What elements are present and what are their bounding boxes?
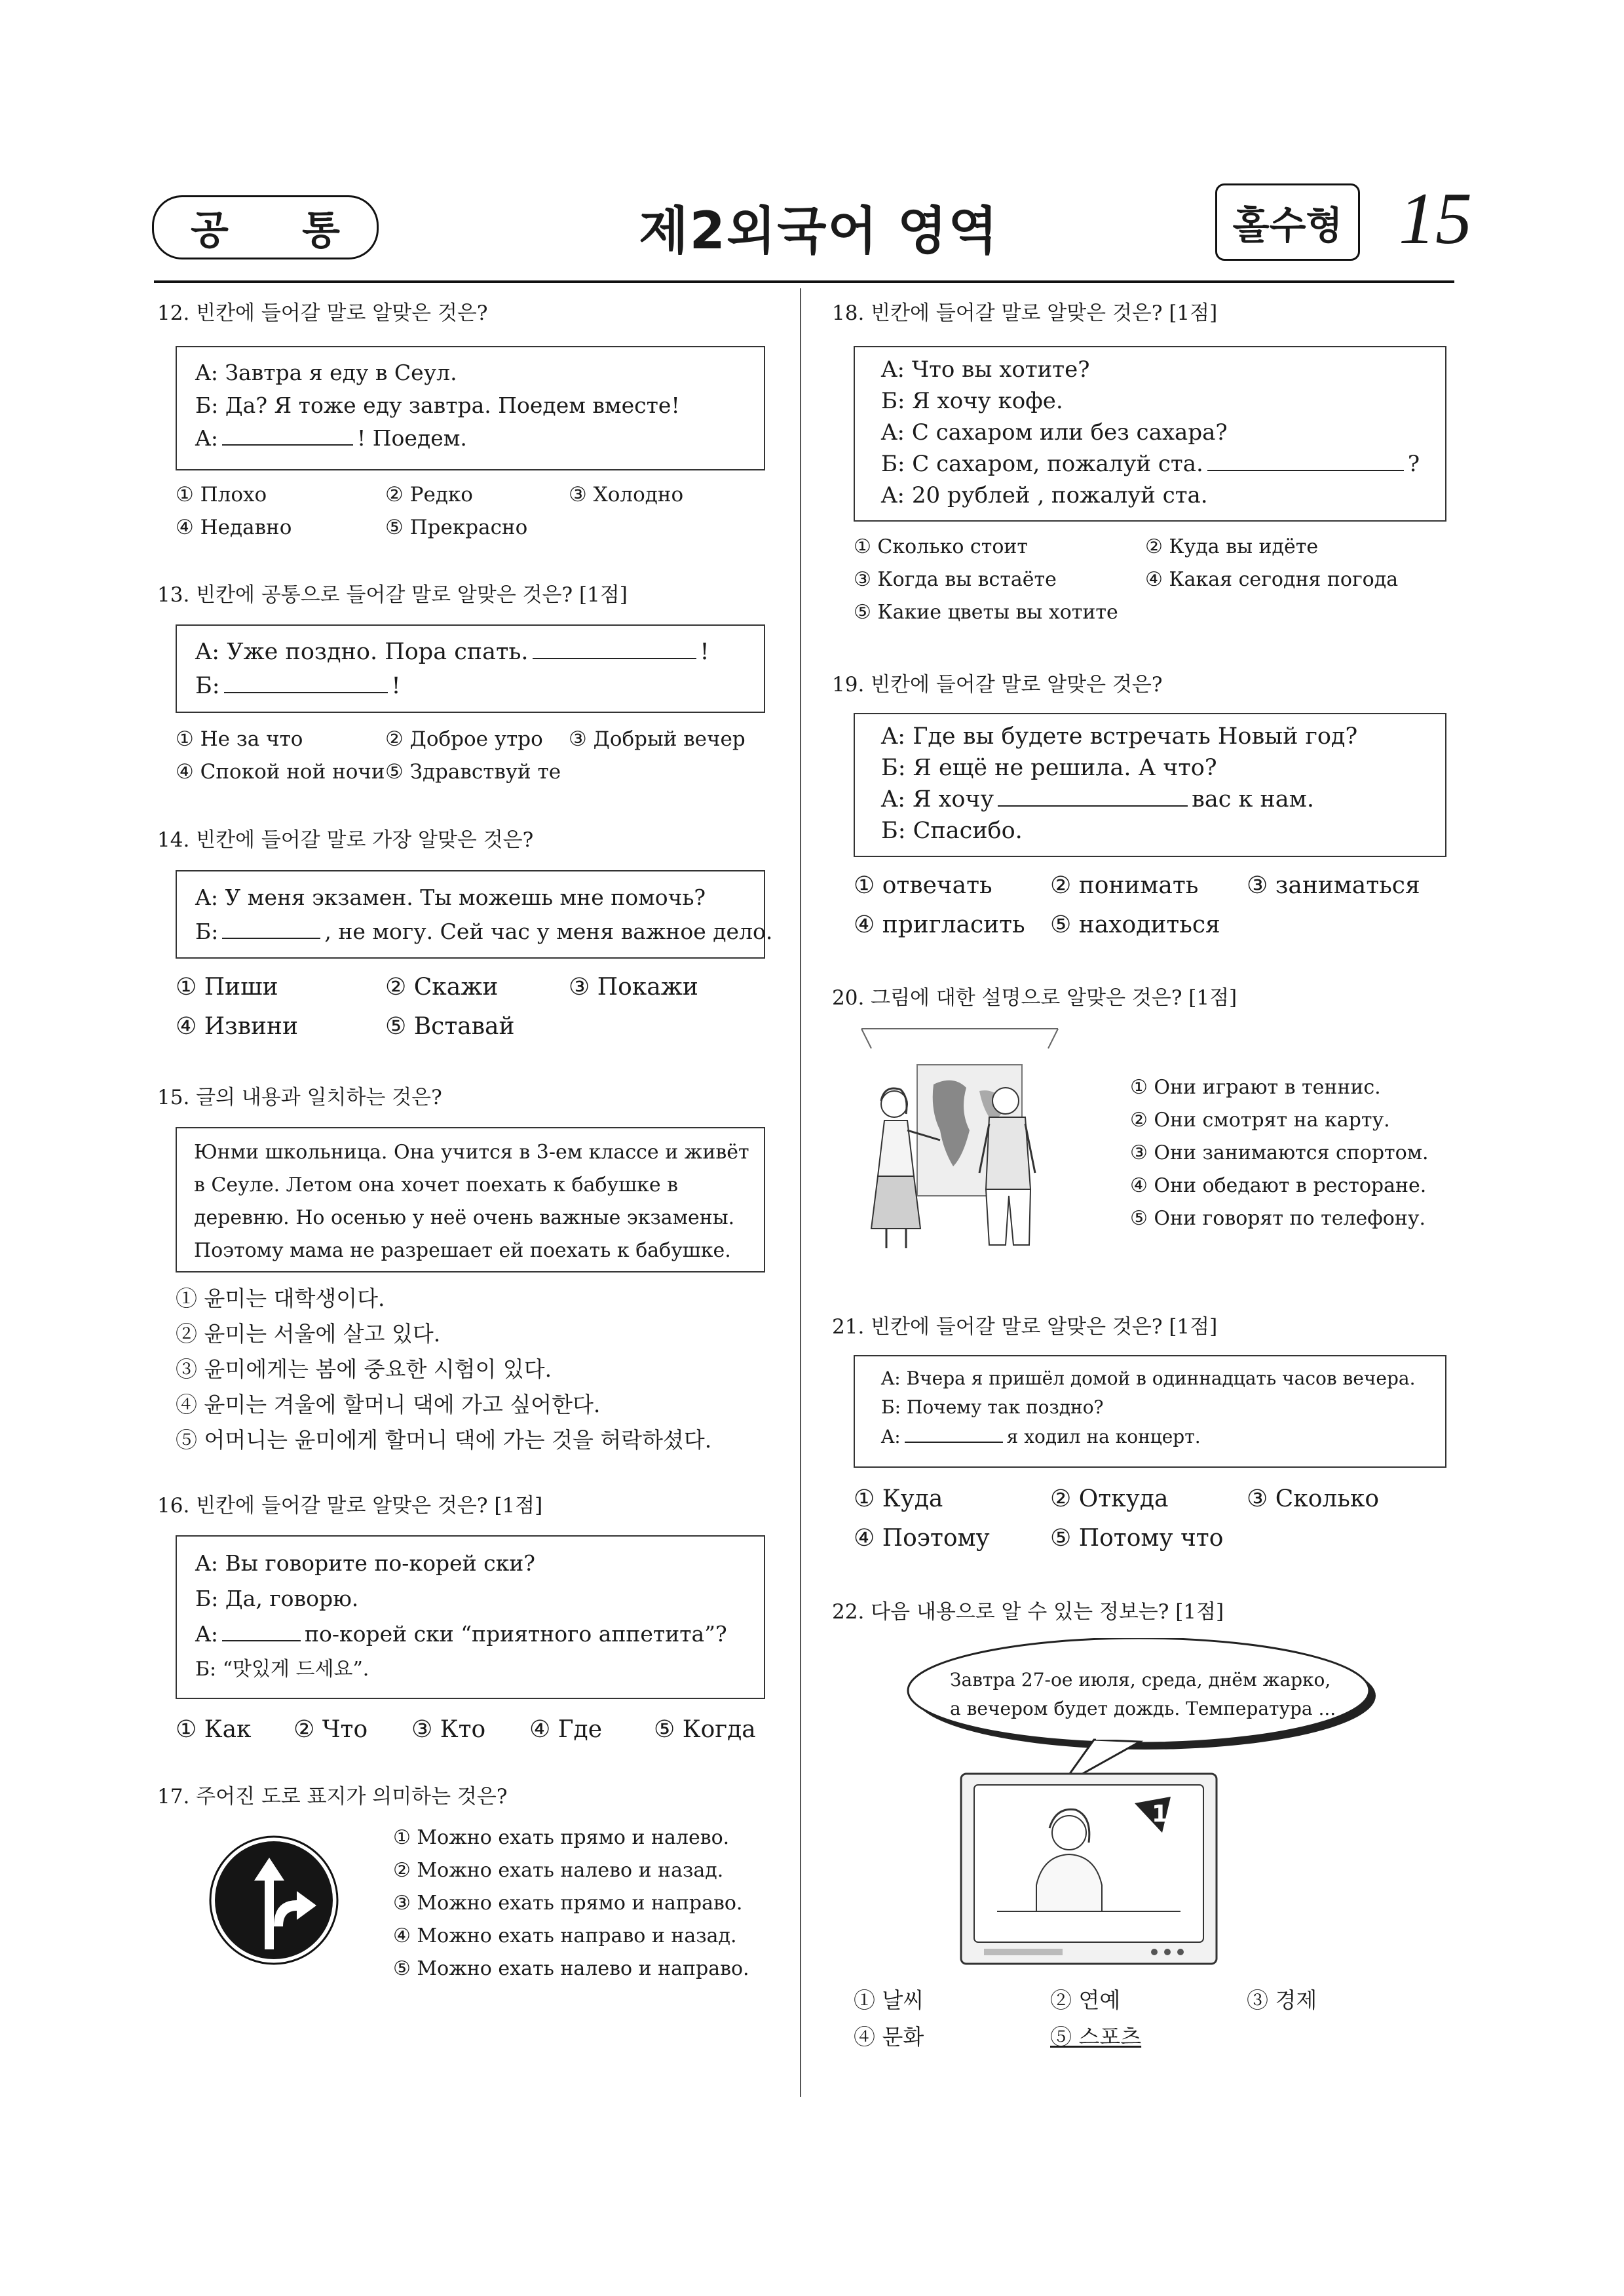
q12-dialogue (176, 346, 765, 470)
q21-option[interactable]: ④ Поэтому (854, 1525, 990, 1552)
q12-line: A: Завтра я еду в Сеул. (195, 360, 457, 385)
q17-option[interactable]: ③ Можно ехать прямо и направо. (393, 1892, 743, 1915)
q15-option[interactable]: ⑤ 어머니는 윤미에게 할머니 댁에 가는 것을 허락하셨다. (176, 1427, 712, 1453)
q12-options (176, 478, 765, 550)
q14-line: , не могу. Сей час у меня важное дело. (324, 919, 773, 944)
q14-option[interactable]: ② Скажи (385, 974, 499, 1001)
q15-option[interactable]: ④ 윤미는 겨울에 할머니 댁에 가고 싶어한다. (176, 1392, 601, 1417)
q16-line: Б: “맛있게 드세요”. (195, 1658, 369, 1681)
q14-line: Б: (195, 919, 219, 944)
q16-blank (222, 1620, 301, 1641)
q20-option[interactable]: ② Они смотрят на карту. (1130, 1109, 1390, 1132)
q21-line: A: (881, 1426, 901, 1447)
q16-dialogue (176, 1535, 765, 1699)
section-pill (152, 195, 379, 259)
bubble-line: а вечером будет дождь. Температура ... (950, 1698, 1336, 1719)
q14-option[interactable]: ④ Извини (176, 1013, 298, 1040)
q19-options (854, 866, 1446, 948)
q13-line: Б: (195, 673, 220, 699)
q14-stem: 14. 빈칸에 들어갈 말로 가장 알맞은 것은? (157, 828, 534, 852)
q16-options (176, 1710, 778, 1750)
q19-line: вас к нам. (1192, 786, 1314, 813)
q16-line: Б: Да, говорю. (195, 1586, 359, 1611)
q20-option[interactable]: ④ Они обедают в ресторане. (1130, 1174, 1427, 1197)
q15-passage-line: Поэтому мама не разрешает ей поехать к бабушке. (194, 1239, 731, 1262)
q21-line: A: Вчера я пришёл домой в одиннадцать часов вечера. (881, 1368, 1416, 1389)
q22-options (854, 1982, 1446, 2061)
q12-stem: 12. 빈칸에 들어갈 말로 알맞은 것은? (157, 301, 488, 325)
q13-line: A: Уже поздно. Пора спать. (195, 639, 529, 665)
q22-option[interactable]: ② 연예 (1050, 1987, 1121, 2013)
q22-option[interactable]: ④ 문화 (854, 2024, 924, 2050)
q18-line: Б: Я хочу кофе. (881, 388, 1063, 414)
q17-option[interactable]: ⑤ Можно ехать налево и направо. (393, 1957, 749, 1980)
q21-blank (905, 1422, 1003, 1443)
q18-option[interactable]: ① Сколько стоит (854, 535, 1028, 558)
q21-option[interactable]: ⑤ Потому что (1050, 1525, 1224, 1552)
q18-option[interactable]: ② Куда вы идёте (1145, 535, 1319, 558)
q16-line: A: (195, 1621, 218, 1647)
q19-line: A: Где вы будете встречать Новый год? (881, 723, 1358, 750)
q15-option[interactable]: ① 윤미는 대학생이다. (176, 1286, 385, 1311)
q18-options (854, 531, 1446, 629)
q16-option[interactable]: ③ Кто (411, 1716, 486, 1743)
q18-line: Б: С сахаром, пожалуй ста. (881, 451, 1203, 477)
q13-blank (533, 638, 696, 659)
header-divider (154, 280, 1454, 283)
q14-line: A: У меня экзамен. Ты можешь мне помочь? (195, 885, 706, 910)
q16-stem: 16. 빈칸에 들어갈 말로 알맞은 것은? [1점] (157, 1494, 543, 1518)
q18-stem: 18. 빈칸에 들어갈 말로 알맞은 것은? [1점] (832, 301, 1218, 325)
tv-panel (984, 1949, 1063, 1955)
q18-line: A: С сахаром или без сахара? (881, 419, 1228, 446)
q12-option[interactable]: ② Редко (385, 483, 473, 507)
q21-line: я ходил на концерт. (1006, 1426, 1201, 1447)
q13-dialogue (176, 624, 765, 713)
q14-option[interactable]: ⑤ Вставай (385, 1013, 515, 1040)
q15-passage (176, 1127, 765, 1272)
q19-dialogue (854, 713, 1446, 857)
paper-type-badge: 홀수형 (1215, 183, 1360, 261)
q21-stem: 21. 빈칸에 들어갈 말로 알맞은 것은? [1점] (832, 1315, 1218, 1339)
page-number: 15 (1399, 178, 1472, 259)
q14-option[interactable]: ① Пиши (176, 974, 278, 1001)
q13-option[interactable]: ④ Спокой ной ночи (176, 760, 385, 784)
q20-option[interactable]: ⑤ Они говорят по телефону. (1130, 1207, 1426, 1230)
q12-line: A: (195, 425, 218, 451)
q14-blank (222, 918, 320, 939)
q21-option[interactable]: ② Откуда (1050, 1485, 1169, 1512)
q16-option[interactable]: ④ Где (529, 1716, 603, 1743)
q12-blank (222, 425, 353, 446)
q21-option[interactable]: ① Куда (854, 1485, 943, 1512)
q20-options (1130, 1071, 1429, 1235)
q18-line: A: 20 рублей , пожалуй ста. (881, 482, 1208, 508)
q13-option[interactable]: ③ Добрый вечер (569, 727, 746, 751)
q19-stem: 19. 빈칸에 들어갈 말로 알맞은 것은? (832, 673, 1163, 697)
q18-line: ? (1407, 451, 1420, 477)
q21-line: Б: Почему так поздно? (881, 1396, 1104, 1418)
q19-line: Б: Я ещё не решила. А что? (881, 755, 1217, 781)
tv-illustration (958, 1770, 1220, 1967)
q12-option[interactable]: ④ Недавно (176, 516, 292, 539)
q16-option[interactable]: ② Что (293, 1716, 368, 1743)
q18-blank (1207, 450, 1404, 471)
section-label-left: 공 (191, 208, 229, 254)
q18-line: A: Что вы хотите? (881, 356, 1090, 383)
q15-passage-line: деревню. Но осенью у неё очень важные экзамены. (194, 1206, 735, 1229)
q16-option[interactable]: ⑤ Когда (654, 1716, 756, 1743)
q13-blank (224, 672, 388, 693)
q22-stem: 22. 다음 내용으로 알 수 있는 정보는? [1점] (832, 1600, 1224, 1624)
q20-option[interactable]: ① Они играют в теннис. (1130, 1076, 1381, 1099)
q13-line: ! (700, 639, 709, 665)
bubble-line: Завтра 27-ое июля, среда, днём жарко, (950, 1669, 1331, 1691)
q13-option[interactable]: ① Не за что (176, 727, 303, 751)
q15-options (176, 1281, 765, 1458)
page-title: 제2외국어 영역 (639, 202, 999, 261)
q12-line: Б: Да? Я тоже еду завтра. Поедем вместе! (195, 392, 680, 418)
q19-line: A: Я хочу (881, 786, 994, 813)
q17-option[interactable]: ④ Можно ехать направо и назад. (393, 1924, 737, 1947)
q18-option[interactable]: ⑤ Какие цветы вы хотите (854, 601, 1118, 624)
q20-stem: 20. 그림에 대한 설명으로 알맞은 것은? [1점] (832, 986, 1237, 1010)
q13-option[interactable]: ⑤ Здравствуй те (385, 760, 561, 784)
q12-option[interactable]: ③ Холодно (569, 483, 684, 507)
q16-line: по-корей ски “приятного аппетита”? (304, 1621, 727, 1647)
q18-option[interactable]: ③ Когда вы встаёте (854, 568, 1057, 591)
q19-option[interactable]: ⑤ находиться (1050, 911, 1220, 938)
q13-options (176, 723, 765, 795)
channel-logo-text: 1 (1152, 1801, 1169, 1827)
q21-options (854, 1480, 1446, 1561)
q17-stem: 17. 주어진 도로 표지가 의미하는 것은? (157, 1785, 508, 1808)
q13-option[interactable]: ② Доброе утро (385, 727, 543, 751)
q21-dialogue (854, 1355, 1446, 1468)
q18-dialogue (854, 346, 1446, 522)
q15-option[interactable]: ② 윤미는 서울에 살고 있다. (176, 1321, 441, 1347)
q14-dialogue (176, 870, 773, 959)
road-sign (208, 1835, 339, 1966)
column-divider (800, 288, 801, 2097)
q14-options (176, 968, 765, 1050)
q12-option[interactable]: ① Плохо (176, 483, 267, 507)
q16-line: A: Вы говорите по-корей ски? (195, 1550, 535, 1576)
q17-options (393, 1822, 749, 1985)
q15-passage-line: Юнми школьница. Она учится в 3-ем классе и живёт (194, 1141, 749, 1164)
q18-option[interactable]: ④ Какая сегодня погода (1145, 568, 1399, 591)
speech-bubble (897, 1638, 1382, 1789)
section-label-right: 통 (302, 208, 340, 254)
q15-passage-line: в Сеуле. Летом она хочет поехать к бабушке в (194, 1174, 679, 1196)
q14-option[interactable]: ③ Покажи (569, 974, 698, 1001)
tv-knob (1164, 1949, 1171, 1955)
q19-option[interactable]: ② понимать (1050, 872, 1199, 899)
q19-blank (998, 786, 1188, 807)
q21-option[interactable]: ③ Сколько (1247, 1485, 1380, 1512)
q19-option[interactable]: ④ пригласить (854, 911, 1025, 938)
q22-option[interactable]: ① 날씨 (854, 1987, 924, 2013)
q20-option[interactable]: ③ Они занимаются спортом. (1130, 1141, 1429, 1164)
map-illustration (855, 1025, 1065, 1252)
q16-option[interactable]: ① Как (176, 1716, 252, 1743)
q13-line: ! (391, 673, 401, 699)
q22-option[interactable]: ⑤ 스포츠 (1050, 2024, 1142, 2050)
q17-option[interactable]: ① Можно ехать прямо и налево. (393, 1826, 730, 1849)
q12-line: ! Поедем. (356, 425, 467, 451)
q17-option[interactable]: ② Можно ехать налево и назад. (393, 1859, 724, 1882)
q19-option[interactable]: ① отвечать (854, 872, 992, 899)
q15-stem: 15. 글의 내용과 일치하는 것은? (157, 1086, 442, 1109)
q12-option[interactable]: ⑤ Прекрасно (385, 516, 528, 539)
tv-knob (1151, 1949, 1158, 1955)
q19-line: Б: Спасибо. (881, 818, 1023, 844)
tv-knob (1177, 1949, 1184, 1955)
q15-option[interactable]: ③ 윤미에게는 봄에 중요한 시험이 있다. (176, 1356, 552, 1382)
q22-option[interactable]: ③ 경제 (1247, 1987, 1317, 2013)
q19-option[interactable]: ③ заниматься (1247, 872, 1420, 899)
q13-stem: 13. 빈칸에 공통으로 들어갈 말로 알맞은 것은? [1점] (157, 583, 628, 607)
